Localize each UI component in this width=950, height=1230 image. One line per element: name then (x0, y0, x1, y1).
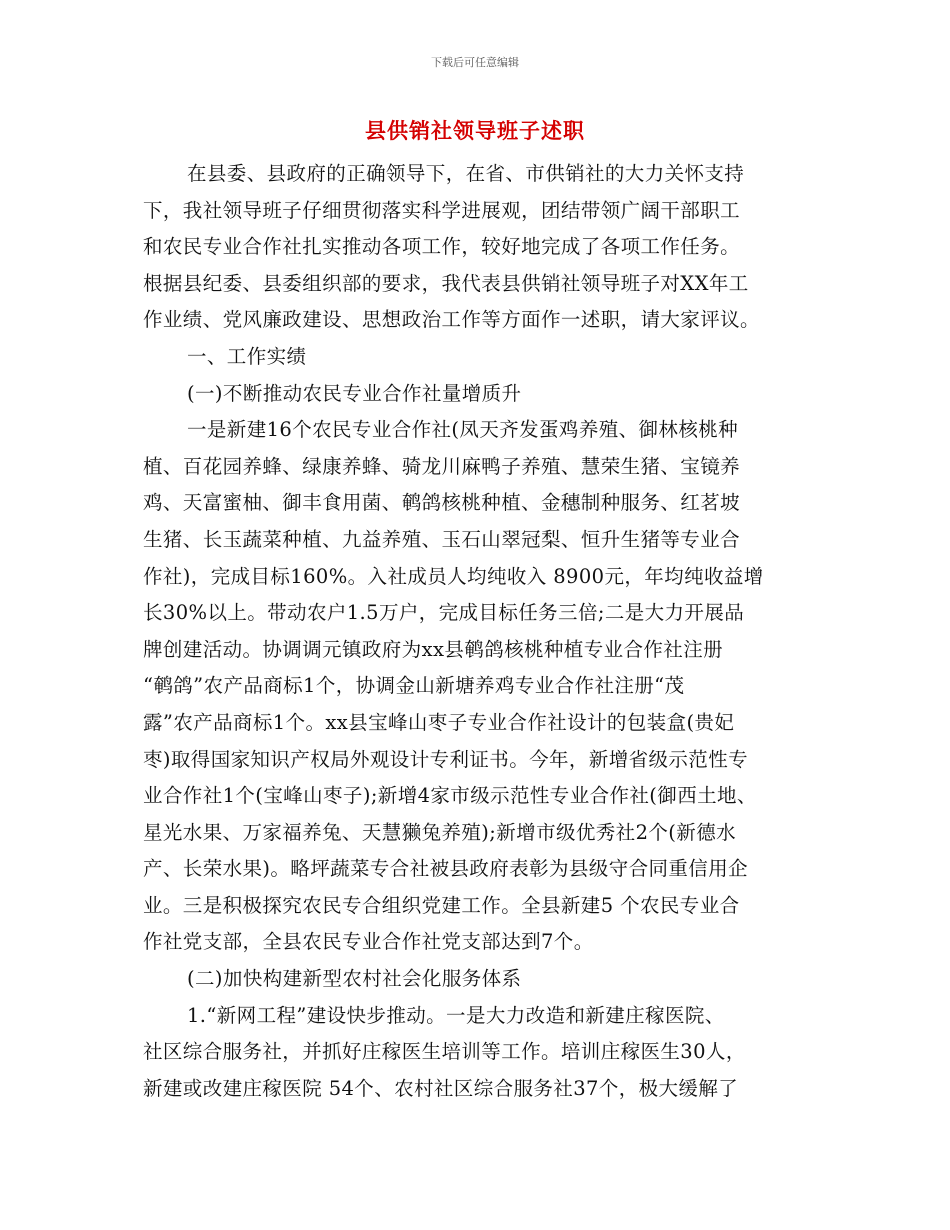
body-line: 植、百花园养蜂、绿康养蜂、骑龙川麻鸭子养殖、慧荣生猪、宝镜养 (143, 454, 741, 478)
header-note: 下载后可任意编辑 (431, 56, 519, 69)
body-line: 下，我社领导班子仔细贯彻落实科学进展观，团结带领广阔干部职工 (143, 198, 741, 222)
body-line: 长30%以上。带动农户1.5万户，完成目标任务三倍;二是大力开展品 (143, 601, 745, 625)
body-line: 产、长荣水果)。略坪蔬菜专合社被县政府表彰为县级守合同重信用企 (143, 857, 749, 881)
body-line: 和农民专业合作社扎实推动各项工作，较好地完成了各项工作任务。 (143, 235, 741, 259)
body-line: 一是新建16个农民专业合作社(凤天齐发蛋鸡养殖、御林核桃种 (187, 418, 739, 442)
body-line: 作社党支部，全县农民专业合作社党支部达到7个。 (143, 930, 594, 954)
body-line: 新建或改建庄稼医院 54个、农村社区综合服务社37个，极大缓解了 (143, 1076, 739, 1100)
document-body (143, 156, 813, 1107)
body-line: 根据县纪委、县委组织部的要求，我代表县供销社领导班子对XX年工 (143, 271, 749, 295)
body-line: 在县委、县政府的正确领导下，在省、市供销社的大力关怀支持 (187, 162, 745, 185)
body-line: “鹌鸽”农产品商标1个，协调金山新塘养鸡专业合作社注册“茂 (143, 674, 685, 698)
body-line: 作社)，完成目标160%。入社成员人均纯收入 8900元，年均纯收益增 (143, 564, 764, 588)
body-line: 一、工作实绩 (187, 344, 307, 368)
body-line: (一)不断推动农民专业合作社量增质升 (187, 381, 522, 405)
body-line: 生猪、长玉蔬菜种植、九益养殖、玉石山翠冠梨、恒升生猪等专业合 (143, 527, 741, 551)
body-line: 露”农产品商标1个。xx县宝峰山枣子专业合作社设计的包装盒(贵妃 (143, 710, 735, 734)
body-line: 星光水果、万家福养兔、天慧獭兔养殖);新增市级优秀社2个(新德水 (143, 820, 736, 844)
body-line: 牌创建活动。协调调元镇政府为xx县鹌鸽核桃种植专业合作社注册 (143, 637, 723, 661)
body-line: 鸡、天富蜜柚、御丰食用菌、鹌鸽核桃种植、金穗制种服务、红茗坡 (143, 491, 741, 515)
body-line: (二)加快构建新型农村社会化服务体系 (187, 967, 522, 991)
body-line: 1.“新网工程”建设快步推动。一是大力改造和新建庄稼医院、 (187, 1003, 725, 1027)
body-line: 枣)取得国家知识产权局外观设计专利证书。今年，新增省级示范性专 (143, 747, 749, 771)
body-line: 业。三是积极探究农民专合组织党建工作。全县新建5 个农民专业合 (143, 893, 740, 917)
document-title: 县供销社领导班子述职 (365, 119, 585, 143)
body-line: 作业绩、党风廉政建设、思想政治工作等方面作一述职，请大家评议。 (143, 308, 760, 332)
body-line: 社区综合服务社，并抓好庄稼医生培训等工作。培训庄稼医生30人， (143, 1040, 746, 1064)
body-line: 业合作社1个(宝峰山枣子);新增4家市级示范性专业合作社(御西土地、 (143, 784, 757, 808)
